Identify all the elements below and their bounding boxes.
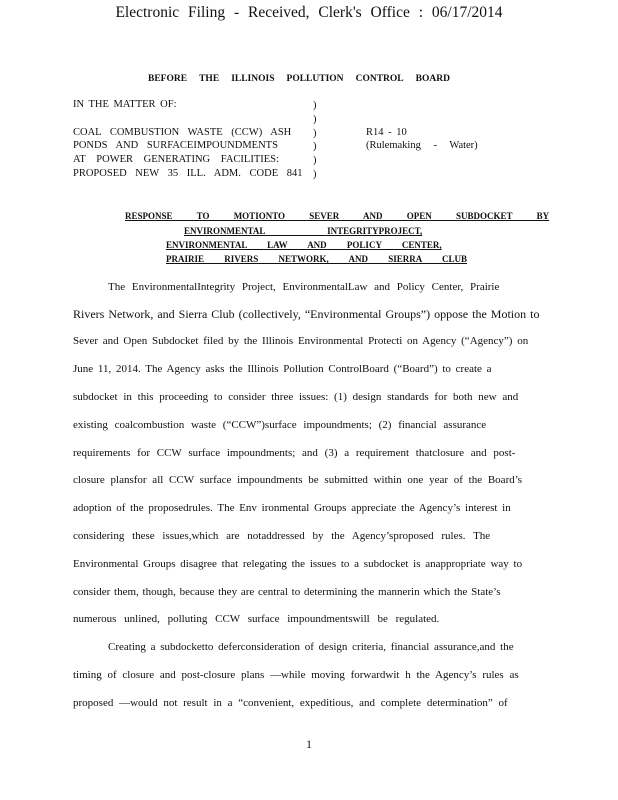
rulemaking-type: (Rulemaking - Water) <box>366 140 478 151</box>
caption-line: PONDS AND SURFACEIMPOUNDMENTS <box>73 140 278 151</box>
body-line: Creating a subdocketto deferconsideration of design criteria, financial assurance,and the <box>108 641 514 653</box>
body-line: requirements for CCW surface impoundments; and (3) a requirement thatclosure and post- <box>73 447 516 459</box>
response-title-line: ENVIRONMENTAL LAW AND POLICY CENTER, <box>166 240 442 250</box>
caption-line: COAL COMBUSTION WASTE (CCW) ASH <box>73 127 292 138</box>
body-line: adoption of the proposedrules. The Env ironmental Groups appreciate the Agency’s interest in <box>73 502 511 514</box>
response-title-line: ENVIRONMENTAL INTEGRITYPROJECT, <box>184 226 423 236</box>
docket-number: R14 - 10 <box>366 127 407 138</box>
heading-word: ILLINOIS <box>231 74 275 84</box>
in-the-matter: IN THE MATTER OF: <box>73 99 177 110</box>
body-line: numerous unlined, polluting CCW surface impoundmentswill be regulated. <box>73 613 440 625</box>
body-line: The EnvironmentalIntegrity Project, EnvironmentalLaw and Policy Center, Prairie <box>108 281 500 293</box>
filing-header: Electronic Filing - Received, Clerk's Office : 06/17/2014 <box>115 4 503 21</box>
heading-word: POLLUTION <box>286 74 344 84</box>
heading-word: CONTROL <box>355 74 404 84</box>
heading-word: THE <box>199 74 220 84</box>
body-line: consider them, though, because they are central to determining the mannerin which the State’s <box>73 586 501 598</box>
page-number: 1 <box>306 737 312 751</box>
body-line: existing coalcombustion waste (“CCW”)surface impoundments; (2) financial assurance <box>73 419 487 431</box>
body-line: Sever and Open Subdocket filed by the Illinois Environmental Protecti on Agency (“Agency”) on <box>73 335 529 347</box>
heading-word: BOARD <box>415 74 450 84</box>
caption-line: AT POWER GENERATING FACILITIES: <box>73 154 279 165</box>
body-line: Environmental Groups disagree that relegating the issues to a subdocket is anappropriate way to <box>73 558 523 570</box>
body-line: Rivers Network, and Sierra Club (collectively, “Environmental Groups”) oppose the Motion to <box>73 307 540 321</box>
body-line: proposed —would not result in a “convenient, expeditious, and complete determination” of <box>73 697 508 709</box>
caption-line: PROPOSED NEW 35 ILL. ADM. CODE 841 <box>73 168 303 179</box>
body-line: subdocket in this proceeding to consider three issues: (1) design standards for both new and <box>73 391 519 403</box>
body-line: considering these issues,which are notaddressed by the Agency’sproposed rules. The <box>73 530 491 542</box>
heading-word: BEFORE <box>148 74 188 84</box>
response-title-line: PRAIRIE RIVERS NETWORK, AND SIERRA CLUB <box>166 254 468 264</box>
body-line: June 11, 2014. The Agency asks the Illinois Pollution ControlBoard (“Board”) to create a <box>73 363 492 375</box>
response-title-line: RESPONSE TO MOTIONTO SEVER AND OPEN SUBDOCKET BY <box>125 211 550 221</box>
paren-column: ) ) ) ) ) ) <box>313 100 317 180</box>
board-heading <box>148 74 450 84</box>
body-line: timing of closure and post-closure plans —while moving forwardwit h the Agency’s rules as <box>73 669 519 681</box>
body-line: closure plansfor all CCW surface impoundments be submitted within one year of the Board’s <box>73 474 523 486</box>
